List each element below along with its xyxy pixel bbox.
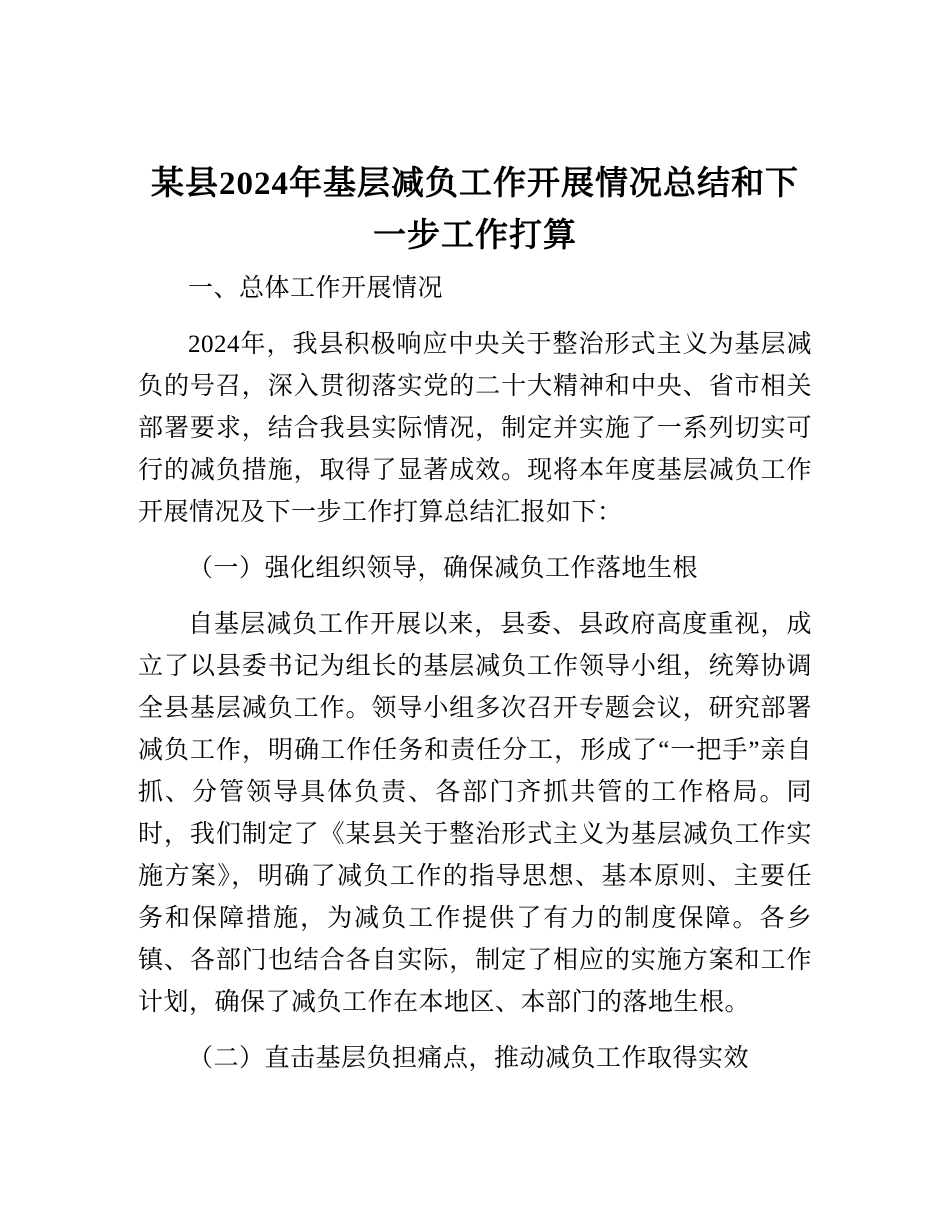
- section-heading-overall-work: 一、总体工作开展情况: [188, 275, 444, 302]
- paragraph-overview: 2024年，我县积极响应中央关于整治形式主义为基层减负的号召，深入贯彻落实党的二十大精神和中央、省市相关部署要求，结合我县实际情况，制定并实施了一系列切实可行的减负措施，取得了显著成效。现将本年度基层减负工作开展情况及下一步工作打算总结汇报如下：: [138, 331, 812, 526]
- section-heading-burden-pain-points: （二）直击基层负担痛点，推动减负工作取得实效: [188, 1045, 750, 1072]
- document-title: 某县2024年基层减负工作开展情况总结和下一步工作打算: [151, 166, 799, 254]
- paragraph-organization-leadership: 自基层减负工作开展以来，县委、县政府高度重视，成立了以县委书记为组长的基层减负工作领导小组，统筹协调全县基层减负工作。领导小组多次召开专题会议，研究部署减负工作，明确工作任务和责任分工，形成了“一把手”亲自抓、分管领导具体负责、各部门齐抓共管的工作格局。同时，我们制定了《某县关于整治形式主义为基层减负工作实施方案》，明确了减负工作的指导思想、基本原则、主要任务和保障措施，为减负工作提供了有力的制度保障。各乡镇、各部门也结合各自实际，制定了相应的实施方案和工作计划，确保了减负工作在本地区、本部门的落地生根。: [138, 611, 812, 1016]
- section-heading-organization-leadership: （一）强化组织领导，确保减负工作落地生根: [188, 555, 699, 582]
